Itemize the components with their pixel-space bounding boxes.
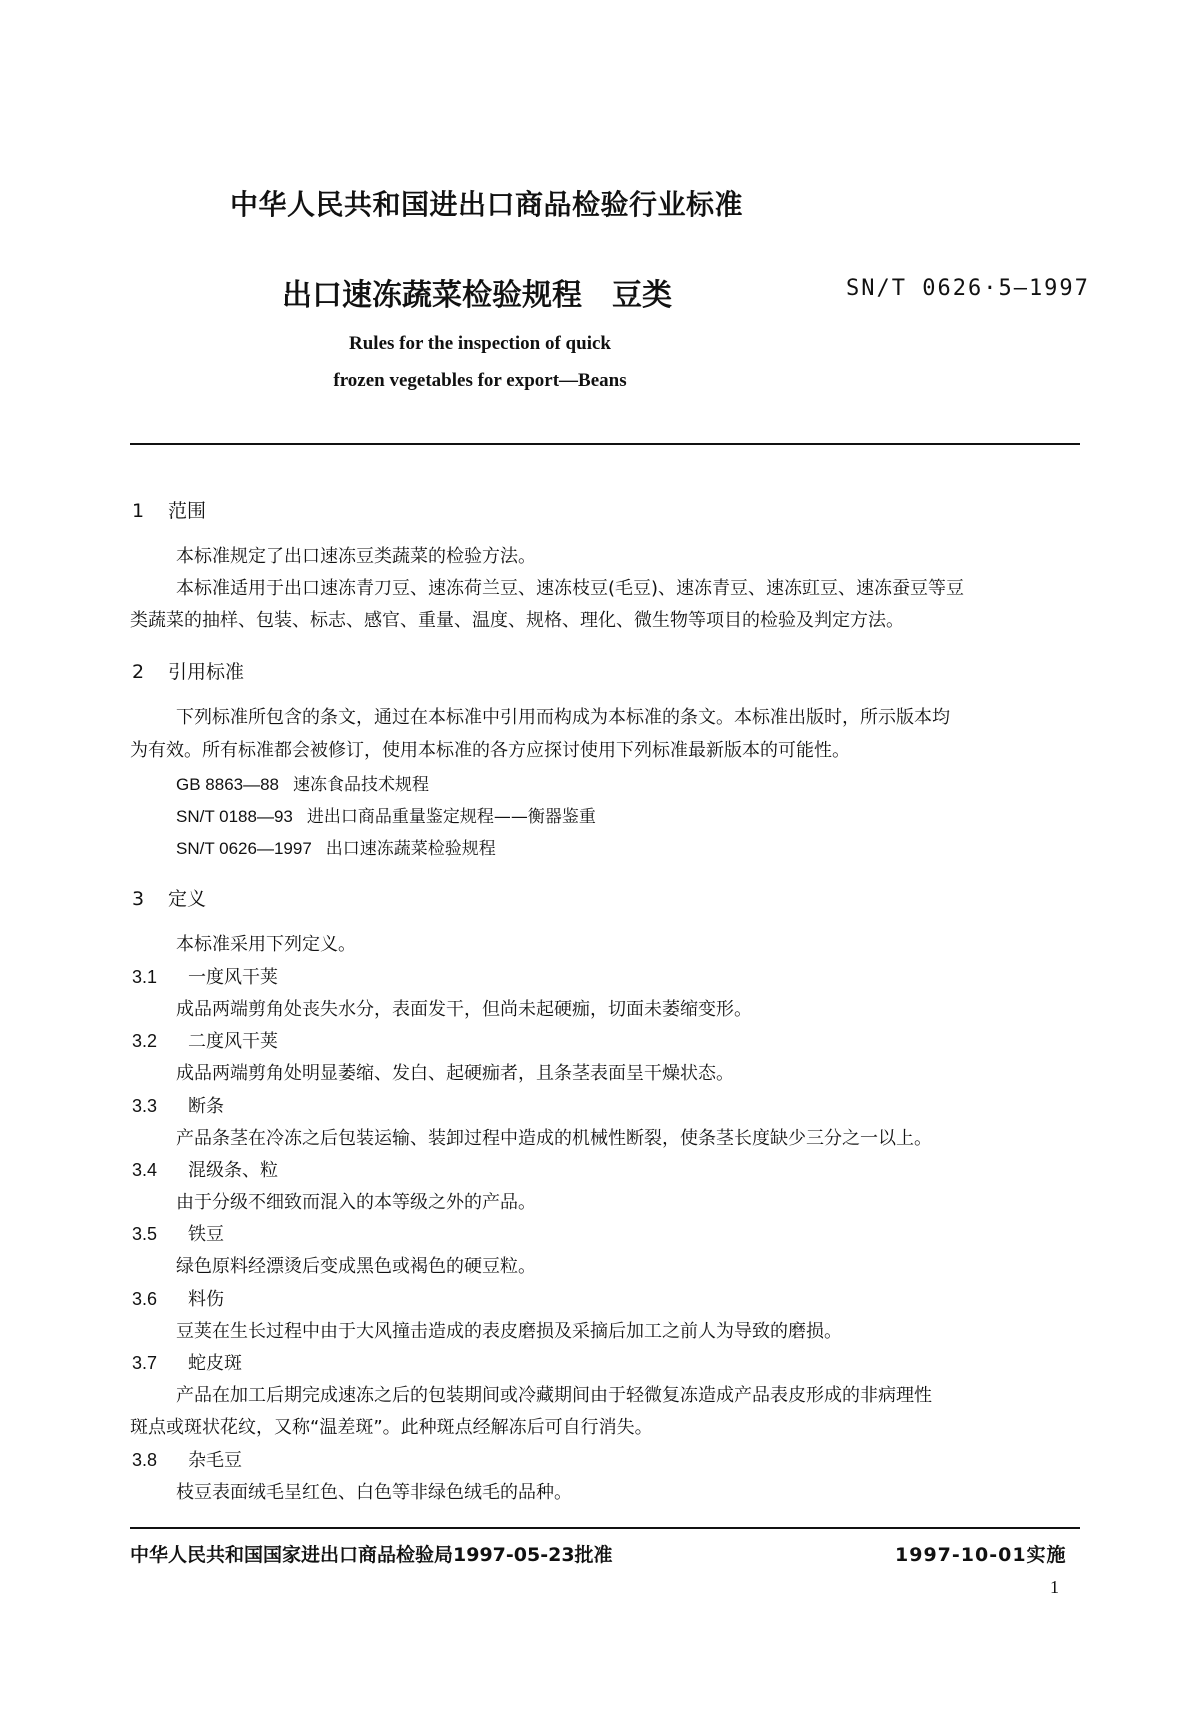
section-2-para-1-cont: 为有效。所有标准都会被修订，使用本标准的各方应探讨使用下列标准最新版本的可能性。 [130,740,850,761]
document-title [282,270,672,314]
definition-text: 成品两端剪角处丧失水分，表面发干，但尚未起硬痂，切面未萎缩变形。 [176,999,752,1020]
definition-term: 3.7 蛇皮斑 [132,1353,242,1374]
english-title-line1: Rules for the inspection of quick [349,333,611,354]
section-2-para-1: 下列标准所包含的条文，通过在本标准中引用而构成为本标准的条文。本标准出版时，所示版本均 [176,707,950,728]
section-3-heading: 3 定义 [132,888,207,910]
definition-term: 3.4 混级条、粒 [132,1160,278,1181]
approval-statement: 中华人民共和国国家进出口商品检验局1997-05-23批准 [130,1544,613,1566]
footer-divider [130,1527,1080,1529]
definition-term: 3.6 料伤 [132,1289,224,1310]
title-sub: 豆类 [612,278,672,313]
definition-text: 成品两端剪角处明显萎缩、发白、起硬痂者，且条茎表面呈干燥状态。 [176,1063,734,1084]
definition-text: 由于分级不细致而混入的本等级之外的产品。 [176,1192,536,1213]
definition-term: 3.2 二度风干荚 [132,1031,278,1052]
effective-date: 1997-10-01实施 [895,1544,1067,1566]
definition-term: 3.8 杂毛豆 [132,1450,242,1471]
definition-term: 3.5 铁豆 [132,1224,224,1245]
header-divider [130,443,1080,445]
reference-item: SN/T 0188—93 进出口商品重量鉴定规程——衡器鉴重 [176,807,596,827]
section-1-para-2: 本标准适用于出口速冻青刀豆、速冻荷兰豆、速冻枝豆(毛豆)、速冻青豆、速冻豇豆、速冻蚕豆等豆 [176,578,965,599]
section-2-heading: 2 引用标准 [132,661,245,683]
issuing-body-line: 中华人民共和国进出口商品检验行业标准 [230,188,744,221]
definition-text: 产品条茎在冷冻之后包装运输、装卸过程中造成的机械性断裂，使条茎长度缺少三分之一以上。 [176,1128,932,1149]
section-1-heading: 1 范围 [132,500,207,522]
definition-term: 3.1 一度风干荚 [132,967,278,988]
definition-text: 绿色原料经漂烫后变成黑色或褐色的硬豆粒。 [176,1256,536,1277]
title-main: 出口速冻蔬菜检验规程 [282,278,582,313]
definition-text: 枝豆表面绒毛呈红色、白色等非绿色绒毛的品种。 [176,1482,572,1503]
definition-term: 3.3 断条 [132,1096,224,1117]
section-1-para-1: 本标准规定了出口速冻豆类蔬菜的检验方法。 [176,546,536,567]
reference-item: SN/T 0626—1997 出口速冻蔬菜检验规程 [176,839,496,859]
section-3-intro: 本标准采用下列定义。 [176,934,356,955]
reference-item: GB 8863—88 速冻食品技术规程 [176,775,430,795]
definition-text-cont: 斑点或斑状花纹，又称“温差斑”。此种斑点经解冻后可自行消失。 [130,1417,653,1438]
page-number: 1 [1050,1577,1059,1597]
definition-text: 产品在加工后期完成速冻之后的包装期间或冷藏期间由于轻微复冻造成产品表皮形成的非病理性 [176,1385,932,1406]
definition-text: 豆荚在生长过程中由于大风撞击造成的表皮磨损及采摘后加工之前人为导致的磨损。 [176,1321,842,1342]
standard-number: SN/T 0626·5—1997 [846,276,1090,301]
english-title-line2: frozen vegetables for export—Beans [333,370,627,391]
section-1-para-2-cont: 类蔬菜的抽样、包装、标志、感官、重量、温度、规格、理化、微生物等项目的检验及判定方法。 [130,610,904,631]
